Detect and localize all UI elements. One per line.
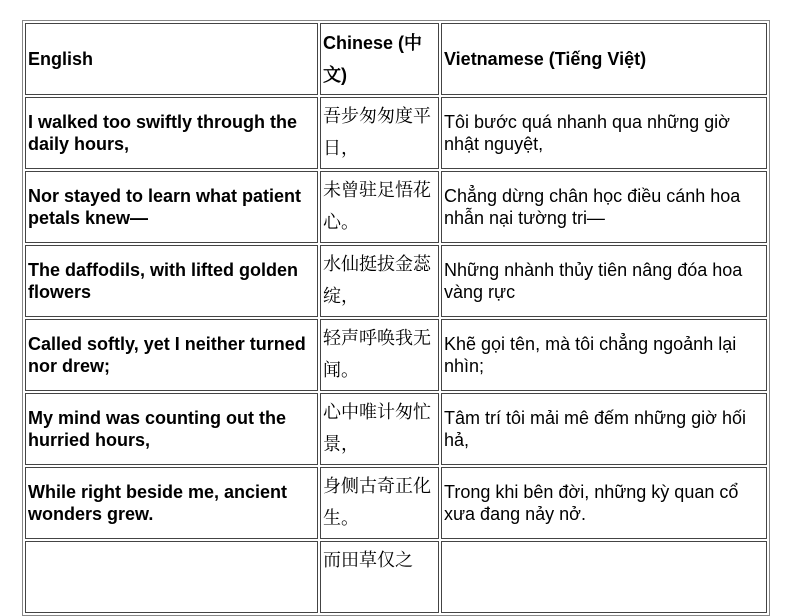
table-header-row: [25, 23, 767, 95]
cell-chinese: 轻声呼唤我无闻。: [320, 319, 439, 391]
header-vietnamese: Vietnamese (Tiếng Việt): [441, 23, 767, 95]
table-row: [25, 319, 767, 391]
cell-chinese: 吾步匆匆度平日，: [320, 97, 439, 169]
cell-english: My mind was counting out the hurried hours,: [25, 393, 318, 465]
cell-english: Called softly, yet I neither turned nor drew;: [25, 319, 318, 391]
cell-chinese: 而田草仅之: [320, 541, 439, 613]
cell-vietnamese: Tôi bước quá nhanh qua những giờ nhật nguyệt,: [441, 97, 767, 169]
cell-english: While right beside me, ancient wonders grew.: [25, 467, 318, 539]
cell-vietnamese: Trong khi bên đời, những kỳ quan cổ xưa đang nảy nở.: [441, 467, 767, 539]
cell-english: [25, 541, 318, 613]
cell-vietnamese: [441, 541, 767, 613]
cell-vietnamese: Khẽ gọi tên, mà tôi chẳng ngoảnh lại nhìn;: [441, 319, 767, 391]
table-row: [25, 245, 767, 317]
header-english: English: [25, 23, 318, 95]
cell-vietnamese: Những nhành thủy tiên nâng đóa hoa vàng rực: [441, 245, 767, 317]
translation-table: [22, 20, 770, 616]
cell-vietnamese: Tâm trí tôi mải mê đếm những giờ hối hả,: [441, 393, 767, 465]
cell-english: Nor stayed to learn what patient petals knew—: [25, 171, 318, 243]
cell-chinese: 身侧古奇正化生。: [320, 467, 439, 539]
cell-english: The daffodils, with lifted golden flowers: [25, 245, 318, 317]
table-row: [25, 393, 767, 465]
cell-chinese: 水仙挺拔金蕊绽，: [320, 245, 439, 317]
translation-table-container: [22, 20, 770, 616]
cell-chinese: 心中唯计匆忙景，: [320, 393, 439, 465]
table-row: [25, 97, 767, 169]
header-chinese: Chinese (中文): [320, 23, 439, 95]
cell-vietnamese: Chẳng dừng chân học điều cánh hoa nhẫn nại tường tri—: [441, 171, 767, 243]
cell-english: I walked too swiftly through the daily hours,: [25, 97, 318, 169]
table-row: [25, 467, 767, 539]
cell-chinese: 未曾驻足悟花心。: [320, 171, 439, 243]
table-row: [25, 541, 767, 613]
table-row: [25, 171, 767, 243]
